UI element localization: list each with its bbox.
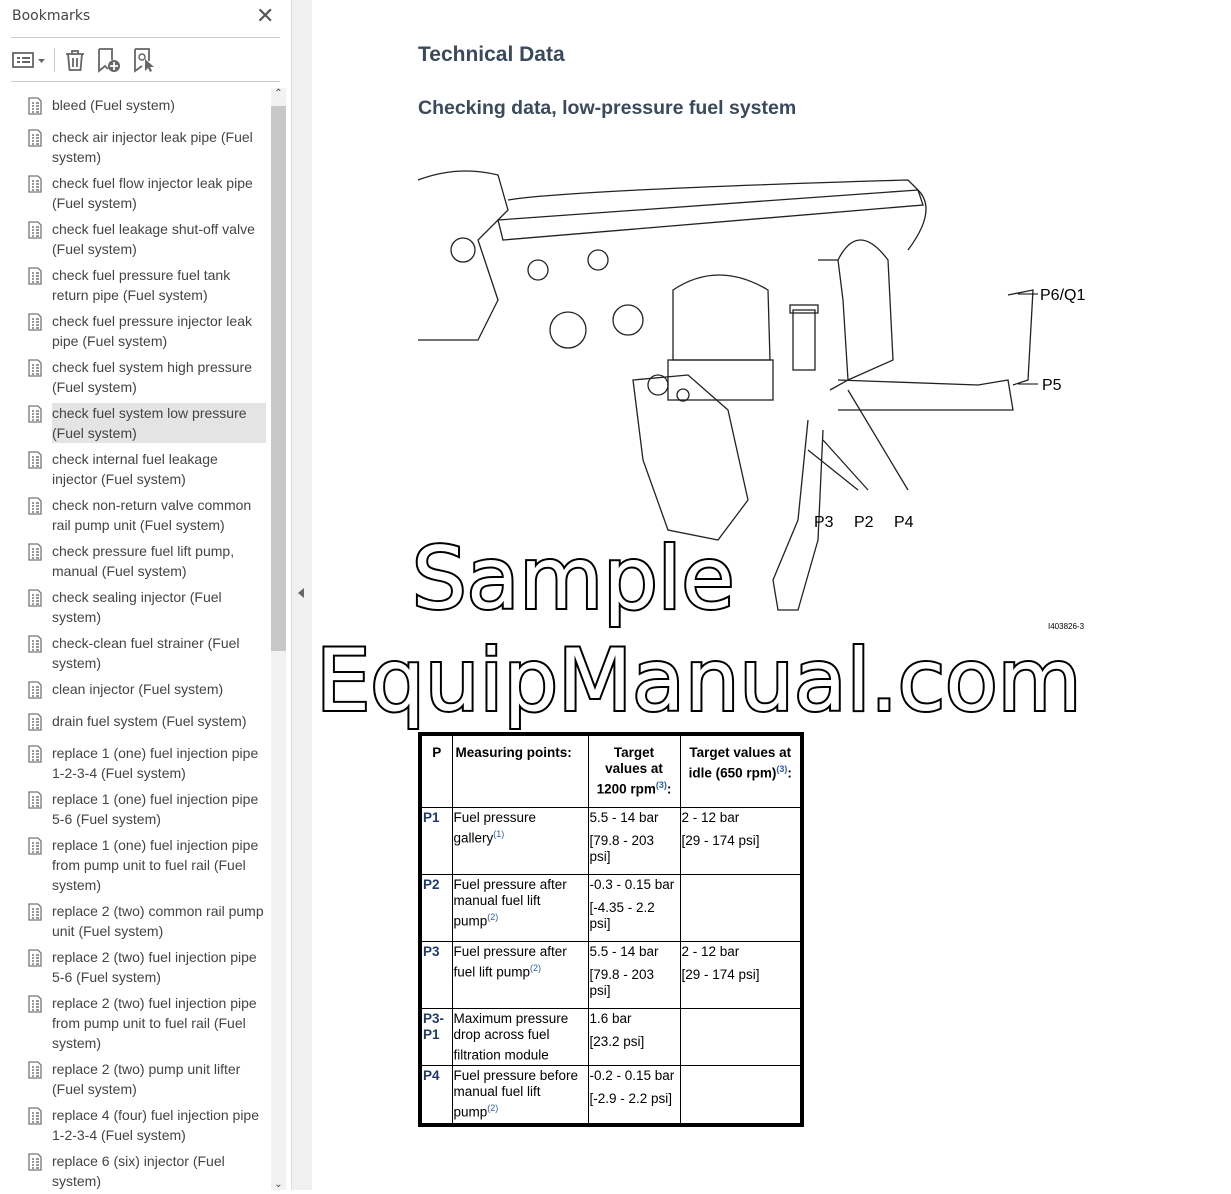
- bookmark-icon: [28, 789, 52, 829]
- value-1200rpm: 1.6 bar [23.2 psi]: [588, 1008, 680, 1066]
- bookmark-item[interactable]: [0, 446, 270, 492]
- bookmark-icon: [28, 947, 52, 987]
- bookmark-item[interactable]: [0, 676, 270, 708]
- collapse-arrow-icon[interactable]: [298, 588, 304, 598]
- value-1200rpm: -0.2 - 0.15 bar [-2.9 - 2.2 psi]: [588, 1066, 680, 1125]
- measuring-point: Fuel pressure gallery$^{(1)}$: [452, 807, 588, 874]
- bookmark-icon: [28, 311, 52, 351]
- bookmark-label: check fuel leakage shut-off valve (Fuel system): [52, 221, 255, 257]
- divider: [11, 81, 280, 82]
- bookmark-label: replace 1 (one) fuel injection pipe 5-6 (Fuel system): [52, 791, 259, 827]
- bookmark-icon: [28, 95, 52, 121]
- table-row: [420, 941, 802, 1008]
- value-idle: [680, 1066, 802, 1125]
- bookmark-label: check-clean fuel strainer (Fuel system): [52, 635, 240, 671]
- bookmark-item[interactable]: [0, 630, 270, 676]
- bookmark-item[interactable]: [0, 740, 270, 786]
- bookmark-icon: [28, 173, 52, 213]
- bookmark-icon: [28, 711, 52, 737]
- bookmark-item[interactable]: [0, 832, 270, 898]
- delete-bookmark-icon[interactable]: [63, 46, 87, 74]
- find-bookmark-icon[interactable]: [132, 46, 158, 74]
- bookmark-label: check non-return valve common rail pump unit (Fuel system): [52, 497, 252, 533]
- column-header: Measuring points:: [452, 734, 588, 807]
- measuring-point: Maximum pressure drop across fuel filtration module: [452, 1008, 588, 1066]
- bookmark-item[interactable]: [0, 92, 270, 124]
- add-bookmark-icon[interactable]: [96, 46, 122, 74]
- value-1200rpm: -0.3 - 0.15 bar [-4.35 - 2.2 psi]: [588, 874, 680, 941]
- bookmark-label: replace 2 (two) fuel injection pipe 5-6 (Fuel system): [52, 949, 257, 985]
- bookmark-item[interactable]: [0, 1056, 270, 1102]
- value-idle: [680, 874, 802, 941]
- value-1200rpm: 5.5 - 14 bar [79.8 - 203 psi]: [588, 941, 680, 1008]
- divider: [11, 37, 280, 38]
- bookmark-item[interactable]: [0, 1148, 270, 1194]
- label-p5: P5: [1042, 377, 1062, 394]
- scroll-down-icon[interactable]: ⌄: [274, 1179, 283, 1190]
- column-header: P: [420, 734, 452, 807]
- bookmark-label: replace 6 (six) injector (Fuel system): [52, 1153, 225, 1189]
- bookmark-label: clean injector (Fuel system): [52, 681, 224, 697]
- bookmark-icon: [28, 403, 52, 443]
- bookmark-label: replace 2 (two) common rail pump unit (Fuel system): [52, 903, 264, 939]
- bookmark-label: replace 4 (four) fuel injection pipe 1-2-3-4 (Fuel system): [52, 1107, 260, 1143]
- label-p6q1: P6/Q1: [1040, 287, 1086, 304]
- close-icon[interactable]: ✕: [256, 3, 275, 28]
- fuel-system-diagram: [418, 160, 1098, 640]
- bookmark-item[interactable]: [0, 708, 270, 740]
- panel-title: Bookmarks: [12, 8, 91, 24]
- bookmark-item[interactable]: [0, 216, 270, 262]
- section-title: Checking data, low-pressure fuel system: [418, 97, 797, 119]
- label-p3: P3: [814, 514, 834, 531]
- panel-splitter[interactable]: [292, 0, 312, 1190]
- bookmark-label: replace 1 (one) fuel injection pipe 1-2-3-4 (Fuel system): [52, 745, 259, 781]
- bookmarks-panel: [0, 0, 292, 1190]
- label-p4: P4: [894, 514, 914, 531]
- bookmark-item[interactable]: [0, 990, 270, 1056]
- bookmark-label: check pressure fuel lift pump, manual (Fuel system): [52, 543, 235, 579]
- bookmark-icon: [28, 449, 52, 489]
- bookmark-icon: [28, 679, 52, 705]
- value-idle: 2 - 12 bar [29 - 174 psi]: [680, 941, 802, 1008]
- bookmark-item[interactable]: [0, 584, 270, 630]
- bookmark-label: replace 2 (two) fuel injection pipe from pump unit to fuel rail (Fuel system): [52, 995, 257, 1051]
- bookmark-icon: [28, 1105, 52, 1145]
- bookmark-icon: [28, 127, 52, 167]
- scrollbar-thumb[interactable]: [271, 106, 286, 651]
- bookmark-icon: [28, 993, 52, 1053]
- bookmark-item[interactable]: [0, 170, 270, 216]
- column-header: Target values at idle (650 rpm)$^{(3)}$:: [680, 734, 802, 807]
- bookmark-item[interactable]: [0, 898, 270, 944]
- bookmark-icon: [28, 587, 52, 627]
- point-code: P4: [420, 1066, 452, 1125]
- bookmark-label: bleed (Fuel system): [52, 97, 175, 113]
- bookmark-item[interactable]: [0, 124, 270, 170]
- bookmark-icon: [28, 357, 52, 397]
- header-row: [420, 734, 802, 807]
- value-idle: 2 - 12 bar [29 - 174 psi]: [680, 807, 802, 874]
- divider: [54, 48, 55, 72]
- bookmark-label: check fuel system low pressure (Fuel system): [52, 403, 266, 443]
- bookmark-icon: [28, 219, 52, 259]
- bookmark-item[interactable]: [0, 354, 270, 400]
- bookmark-label: replace 1 (one) fuel injection pipe from pump unit to fuel rail (Fuel system): [52, 837, 259, 893]
- bookmark-icon: [28, 1151, 52, 1191]
- image-id: I403826-3: [1048, 622, 1085, 631]
- document-view: [312, 0, 1231, 1190]
- bookmark-item[interactable]: [0, 786, 270, 832]
- options-dropdown[interactable]: [12, 46, 48, 74]
- table-row: [420, 1066, 802, 1125]
- column-header: Target values at 1200 rpm$^{(3)}$:: [588, 734, 680, 807]
- bookmark-icon: [28, 743, 52, 783]
- watermark: Sample: [412, 529, 735, 629]
- bookmark-label: drain fuel system (Fuel system): [52, 713, 247, 729]
- bookmark-label: check sealing injector (Fuel system): [52, 589, 222, 625]
- point-code: P2: [420, 874, 452, 941]
- page-title: Technical Data: [418, 43, 565, 66]
- bookmark-item[interactable]: [0, 1102, 270, 1148]
- bookmark-item[interactable]: [0, 262, 270, 308]
- point-code: P3-P1: [420, 1008, 452, 1066]
- scroll-up-icon[interactable]: ⌃: [274, 88, 283, 99]
- measuring-point: Fuel pressure after fuel lift pump$^{(2)}$: [452, 941, 588, 1008]
- bookmark-label: check fuel pressure injector leak pipe (Fuel system): [52, 313, 252, 349]
- bookmark-icon: [28, 541, 52, 581]
- bookmark-icon: [28, 265, 52, 305]
- table-row: [420, 1008, 802, 1066]
- bookmark-item[interactable]: [0, 944, 270, 990]
- bookmark-icon: [28, 835, 52, 895]
- bookmark-item[interactable]: [0, 538, 270, 584]
- bookmark-label: check fuel system high pressure (Fuel system): [52, 359, 252, 395]
- watermark: EquipManual.com: [316, 631, 1082, 731]
- bookmark-item[interactable]: [0, 492, 270, 538]
- bookmark-item[interactable]: [0, 400, 270, 446]
- table-row: [420, 874, 802, 941]
- bookmark-list: [0, 92, 270, 1194]
- bookmark-label: replace 2 (two) pump unit lifter (Fuel system): [52, 1061, 241, 1097]
- table-row: [420, 807, 802, 874]
- point-code: P3: [420, 941, 452, 1008]
- bookmark-icon: [28, 901, 52, 941]
- bookmark-label: check fuel pressure fuel tank return pipe (Fuel system): [52, 267, 231, 303]
- value-1200rpm: 5.5 - 14 bar [79.8 - 203 psi]: [588, 807, 680, 874]
- checking-data-table: [418, 732, 804, 1127]
- bookmark-label: check fuel flow injector leak pipe (Fuel system): [52, 175, 253, 211]
- bookmark-item[interactable]: [0, 308, 270, 354]
- bookmark-label: check internal fuel leakage injector (Fuel system): [52, 451, 218, 487]
- point-code: P1: [420, 807, 452, 874]
- measuring-point: Fuel pressure after manual fuel lift pump$^{(2)}$: [452, 874, 588, 941]
- bookmark-label: check air injector leak pipe (Fuel system): [52, 129, 253, 165]
- measuring-point: Fuel pressure before manual fuel lift pump$^{(2)}$: [452, 1066, 588, 1125]
- bookmark-icon: [28, 495, 52, 535]
- bookmark-icon: [28, 1059, 52, 1099]
- scrollbar[interactable]: [271, 88, 286, 1190]
- bookmark-icon: [28, 633, 52, 673]
- label-p2: P2: [854, 514, 874, 531]
- value-idle: [680, 1008, 802, 1066]
